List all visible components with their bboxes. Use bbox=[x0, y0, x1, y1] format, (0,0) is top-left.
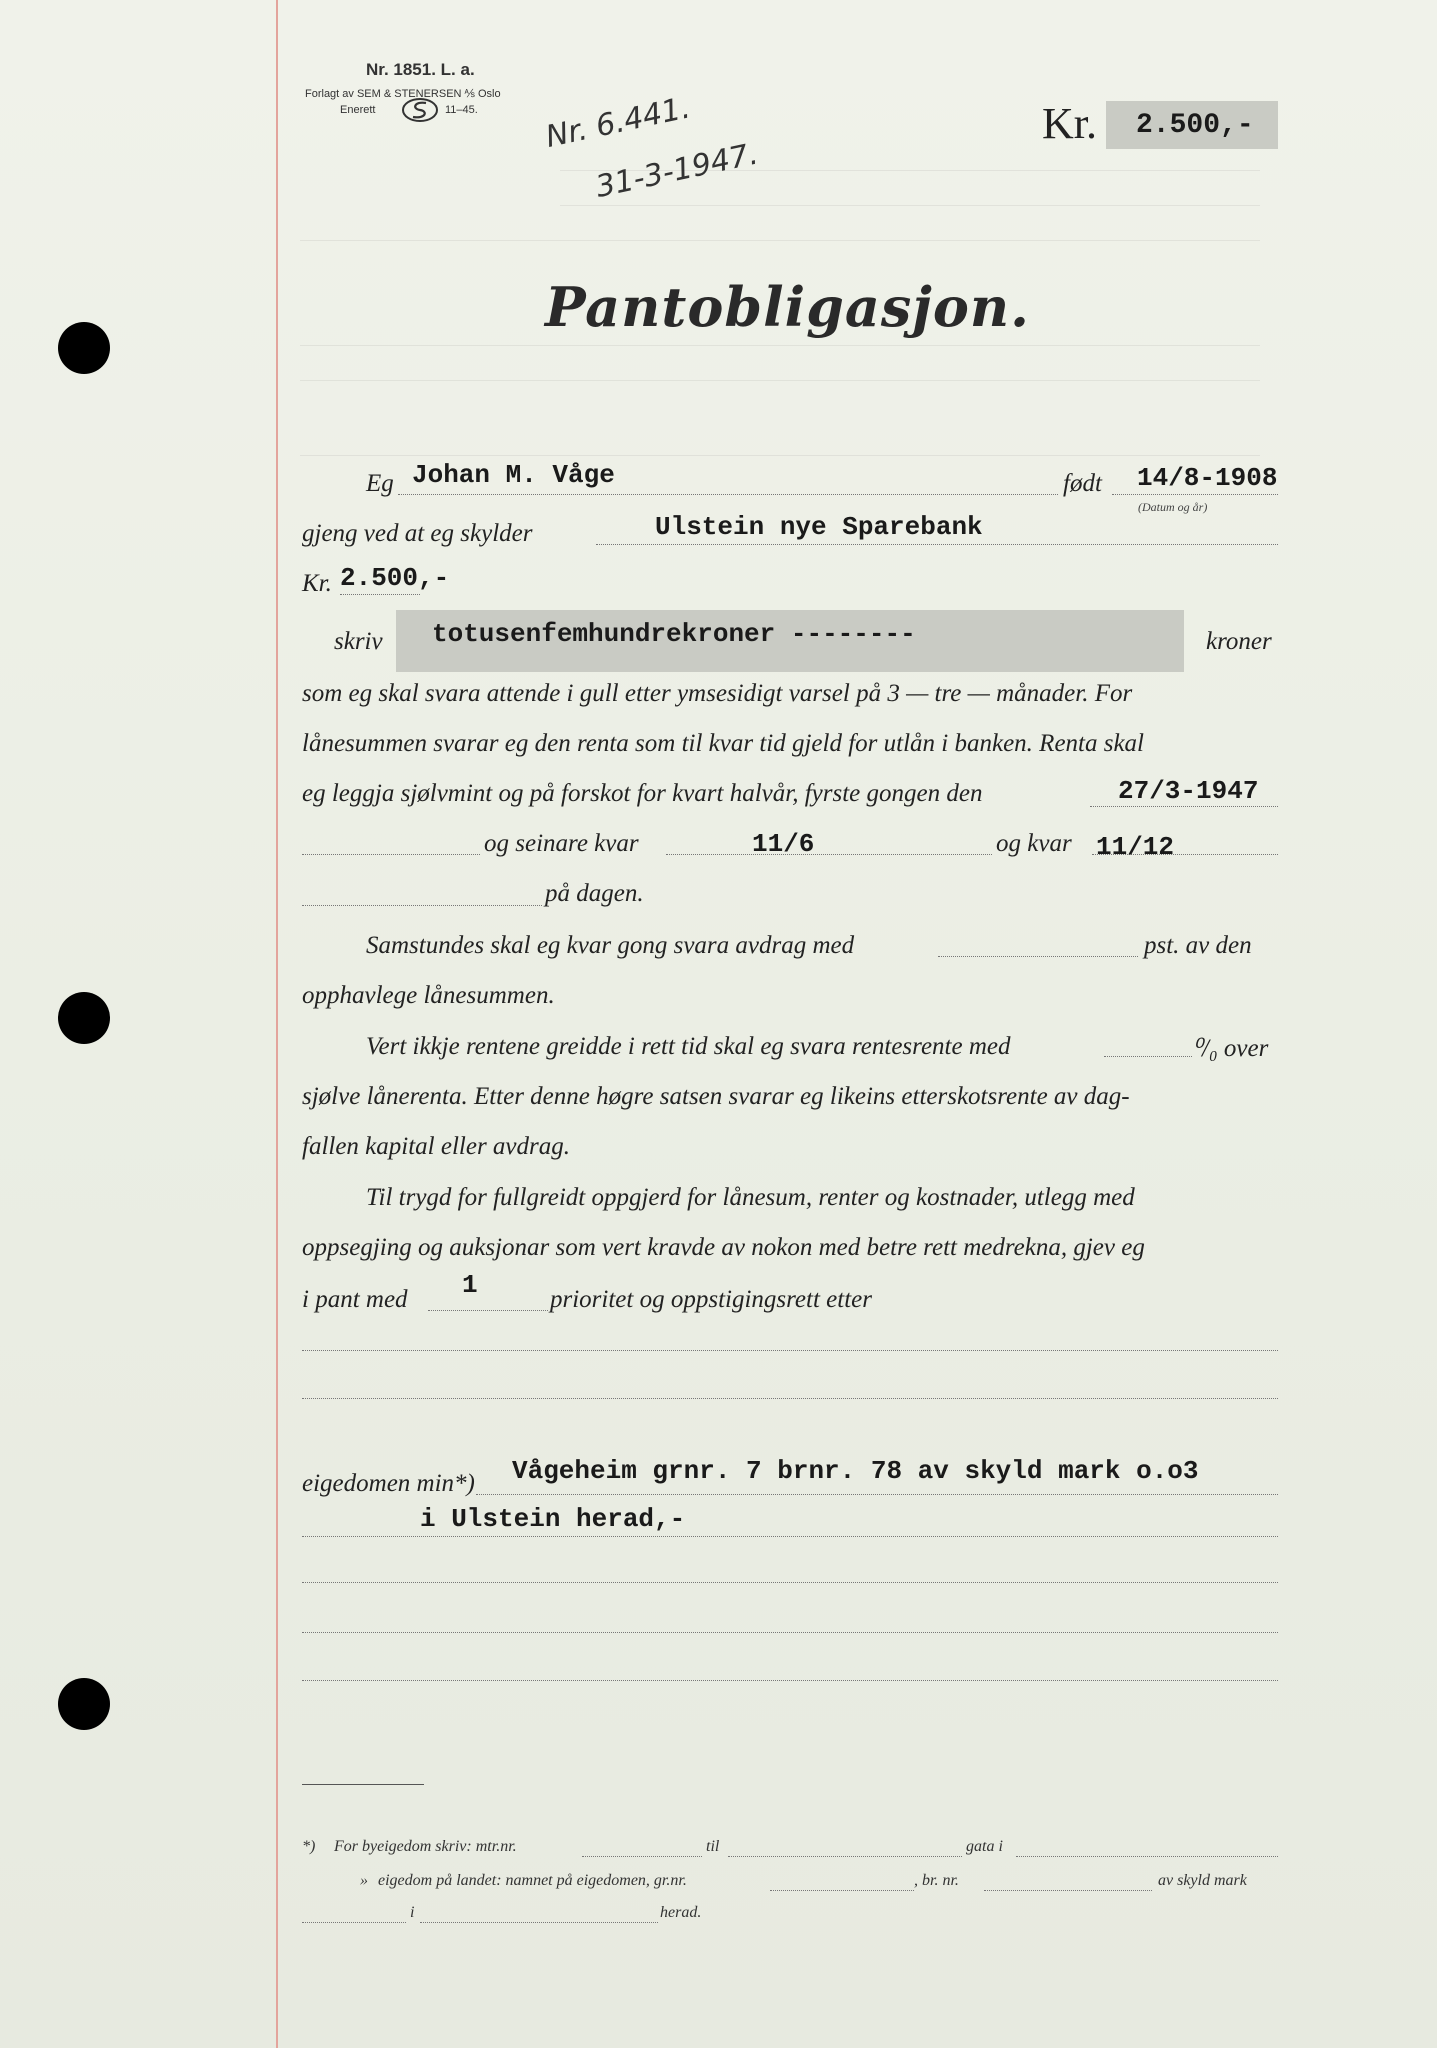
body-line: og seinare kvar bbox=[484, 830, 639, 857]
footnote-rule bbox=[302, 1784, 424, 1785]
handwritten-registration-number: Nr. 6.441. bbox=[542, 90, 694, 155]
body-line: Samstundes skal eg kvar gong svara avdrag med bbox=[366, 932, 855, 959]
footnote-text: i bbox=[410, 1904, 415, 1921]
footnote-mark: *) bbox=[302, 1838, 316, 1855]
publisher-enerett: Enerett bbox=[340, 104, 376, 116]
bleed-through-line bbox=[300, 240, 1260, 241]
body-line: opphavlege lånesummen. bbox=[302, 982, 555, 1009]
amount-label: Kr. bbox=[1042, 99, 1097, 148]
body-line: og kvar bbox=[996, 830, 1072, 857]
priority-value: 1 bbox=[462, 1270, 478, 1300]
sum-in-words: totusenfemhundrekroner -------- bbox=[432, 619, 916, 649]
born-label: født bbox=[1063, 470, 1102, 497]
handwritten-registration-date: 31-3-1947. bbox=[592, 136, 762, 205]
body-line: Vert ikkje rentene greidde i rett tid skal eg svara rentesrente med bbox=[366, 1033, 1011, 1060]
body-line: fallen kapital eller avdrag. bbox=[302, 1133, 571, 1160]
body-line: eg leggja sjølvmint og på forskot for kvart halvår, fyrste gongen den bbox=[302, 780, 983, 807]
body-line: ⁰/₀ over bbox=[1192, 1035, 1269, 1062]
footnote-text: , br. nr. bbox=[914, 1872, 959, 1889]
footnote-text: til bbox=[706, 1838, 720, 1855]
born-date: 14/8-1908 bbox=[1137, 463, 1278, 493]
punch-hole bbox=[58, 992, 110, 1044]
currency-label: kroner bbox=[1206, 628, 1272, 655]
punch-hole bbox=[58, 322, 110, 374]
body-line: lånesummen svarar eg den renta som til kvar tid gjeld for utlån i banken. Renta skal bbox=[302, 730, 1145, 757]
footnote-mark: » bbox=[360, 1872, 368, 1889]
property-label: eigedomen min*) bbox=[302, 1470, 475, 1497]
bleed-through-line bbox=[300, 455, 1260, 456]
form-number: Nr. 1851. L. a. bbox=[366, 60, 475, 79]
body-line: pst. av den bbox=[1144, 932, 1252, 959]
bleed-through-line bbox=[300, 380, 1260, 381]
footnote-text: gata i bbox=[966, 1838, 1003, 1855]
debtor-label: Eg bbox=[366, 470, 394, 497]
born-date-hint: (Datum og år) bbox=[1138, 500, 1208, 514]
interest-date-1: 11/6 bbox=[752, 829, 815, 859]
creditor-name: Ulstein nye Sparebank bbox=[655, 512, 983, 542]
margin-rule bbox=[276, 0, 278, 2048]
footnote-text: av skyld mark bbox=[1158, 1872, 1247, 1889]
sum-value: 2.500,- bbox=[340, 563, 450, 593]
interest-date-2: 11/12 bbox=[1096, 832, 1175, 862]
punch-hole bbox=[58, 1678, 110, 1730]
body-line: oppsegjing og auksjonar som vert kravde av nokon med betre rett medrekna, gjev eg bbox=[302, 1234, 1145, 1261]
body-line: på dagen. bbox=[545, 880, 644, 907]
sum-label: Kr. bbox=[302, 570, 332, 597]
document-title: Pantobligasjon. bbox=[545, 275, 1030, 339]
property-description: Vågeheim grnr. 7 brnr. 78 av skyld mark o.o3 bbox=[512, 1456, 1199, 1486]
publisher-edition: 11–45. bbox=[445, 104, 478, 116]
bleed-through-line bbox=[560, 205, 1260, 206]
debtor-name: Johan M. Våge bbox=[412, 460, 615, 490]
first-payment-date: 27/3-1947 bbox=[1118, 776, 1259, 806]
property-municipality: i Ulstein herad,- bbox=[420, 1504, 686, 1534]
body-line: i pant med bbox=[302, 1286, 408, 1313]
publisher-logo-icon bbox=[400, 97, 440, 123]
amount-value: 2.500,- bbox=[1136, 110, 1254, 141]
body-line: Til trygd for fullgreidt oppgjerd for lånesum, renter og kostnader, utlegg med bbox=[366, 1184, 1135, 1211]
words-label: skriv bbox=[334, 628, 383, 655]
publisher-line: Forlagt av SEM & STENERSEN ⅍ Oslo bbox=[305, 88, 501, 100]
footnote-text: eigedom på landet: namnet på eigedomen, gr.nr. bbox=[378, 1872, 687, 1889]
footnote-text: For byeigedom skriv: mtr.nr. bbox=[334, 1838, 517, 1855]
bleed-through-line bbox=[300, 345, 1260, 346]
footnote-text: herad. bbox=[660, 1904, 702, 1921]
creditor-label: gjeng ved at eg skylder bbox=[302, 520, 533, 547]
body-line: som eg skal svara attende i gull etter ymsesidigt varsel på 3 — tre — månader. For bbox=[302, 680, 1133, 707]
body-line: prioritet og oppstigingsrett etter bbox=[550, 1286, 872, 1313]
body-line: sjølve lånerenta. Etter denne høgre satsen svarar eg likeins etterskotsrente av dag- bbox=[302, 1083, 1130, 1110]
